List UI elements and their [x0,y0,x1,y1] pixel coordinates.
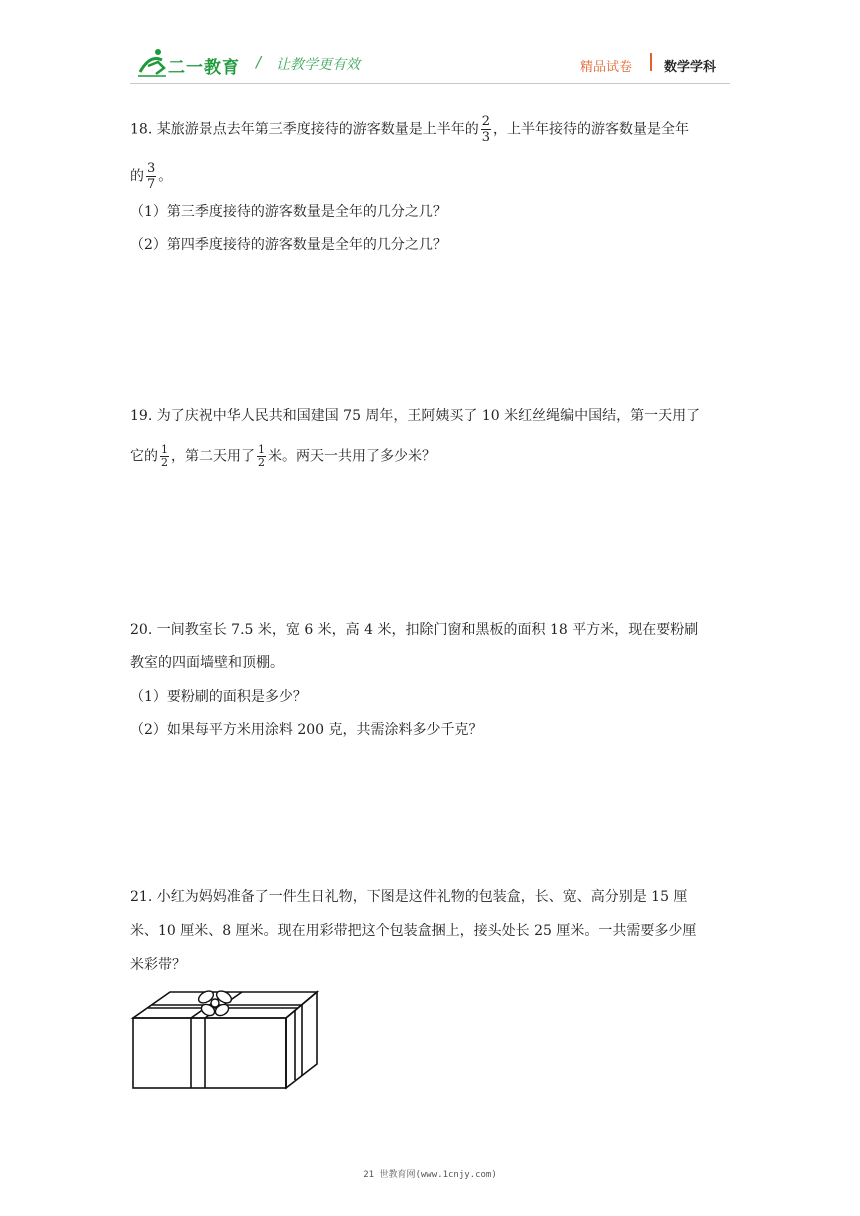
q19-text-b: ，第二天用了 [171,448,255,465]
q19-fraction-2 [257,444,266,469]
q18-line-1 [130,114,689,145]
q20-part-2: （2）如果每平方米用涂料 200 克，共需涂料多少千克？ [130,722,483,738]
q19-fraction-2-den: 2 [258,456,265,469]
q20-line-1: 20. 一间教室长 7.5 米，宽 6 米，高 4 米，扣除门窗和黑板的面积 18 平方米，现在要粉刷 [130,622,699,638]
ribbon-bow-icon [197,989,234,1018]
q18-fraction-2-den: 7 [147,177,156,192]
q18-part-1: （1）第三季度接待的游客数量是全年的几分之几？ [130,204,447,220]
q21-line-2: 米、10 厘米、8 厘米。现在用彩带把这个包装盒捆上，接头处长 25 厘米。一共需要多少厘 [130,923,697,939]
q18-text-a: 18. 某旅游景点去年第三季度接待的游客数量是上半年的 [130,121,479,138]
q18-fraction-2 [146,161,156,192]
brand-divider [650,53,652,71]
logo-text: 二一教育 [168,58,240,78]
box-front-face [133,1018,286,1088]
header-rule [130,83,730,84]
q18-fraction-1-num: 2 [481,114,490,129]
q21-line-1: 21. 小红为妈妈准备了一件生日礼物，下图是这件礼物的包装盒，长、宽、高分别是 15 厘 [130,889,688,905]
q18-line-2 [130,161,172,192]
q18-part-2: （2）第四季度接待的游客数量是全年的几分之几？ [130,237,447,253]
q19-text-a: 它的 [130,448,158,465]
page-header [0,0,860,86]
slogan: 让教学更有效 [276,57,360,73]
q20-line-2: 教室的四面墙壁和顶棚。 [130,655,284,671]
q19-fraction-2-num: 1 [258,443,265,456]
q20-part-1: （1）要粉刷的面积是多少？ [130,689,307,705]
gift-box-figure [130,988,322,1092]
brand-label-premium: 精品试卷 [580,60,633,75]
page-footer: 21 世教育网(www.1cnjy.com) [363,1170,497,1180]
q19-line-1: 19. 为了庆祝中华人民共和国建国 75 周年，王阿姨买了 10 米红丝绳编中国结，第一天用了 [130,408,701,424]
q19-fraction-1-den: 2 [161,456,168,469]
q18-text-c: 的 [130,168,144,185]
q18-fraction-1-den: 3 [481,130,490,145]
q18-text-d: 。 [158,168,173,185]
q19-fraction-1-num: 1 [161,443,168,456]
slogan-separator: / [256,53,262,71]
q19-line-2 [130,444,436,469]
q21-line-3: 米彩带？ [130,957,186,973]
q18-fraction-1 [481,114,491,145]
q19-text-c: 米。两天一共用了多少米？ [268,448,436,465]
q18-fraction-2-num: 3 [147,161,156,176]
brand-label-subject: 数学学科 [664,60,717,75]
q18-text-b: ，上半年接待的游客数量是全年 [493,121,689,138]
q19-fraction-1 [160,444,169,469]
